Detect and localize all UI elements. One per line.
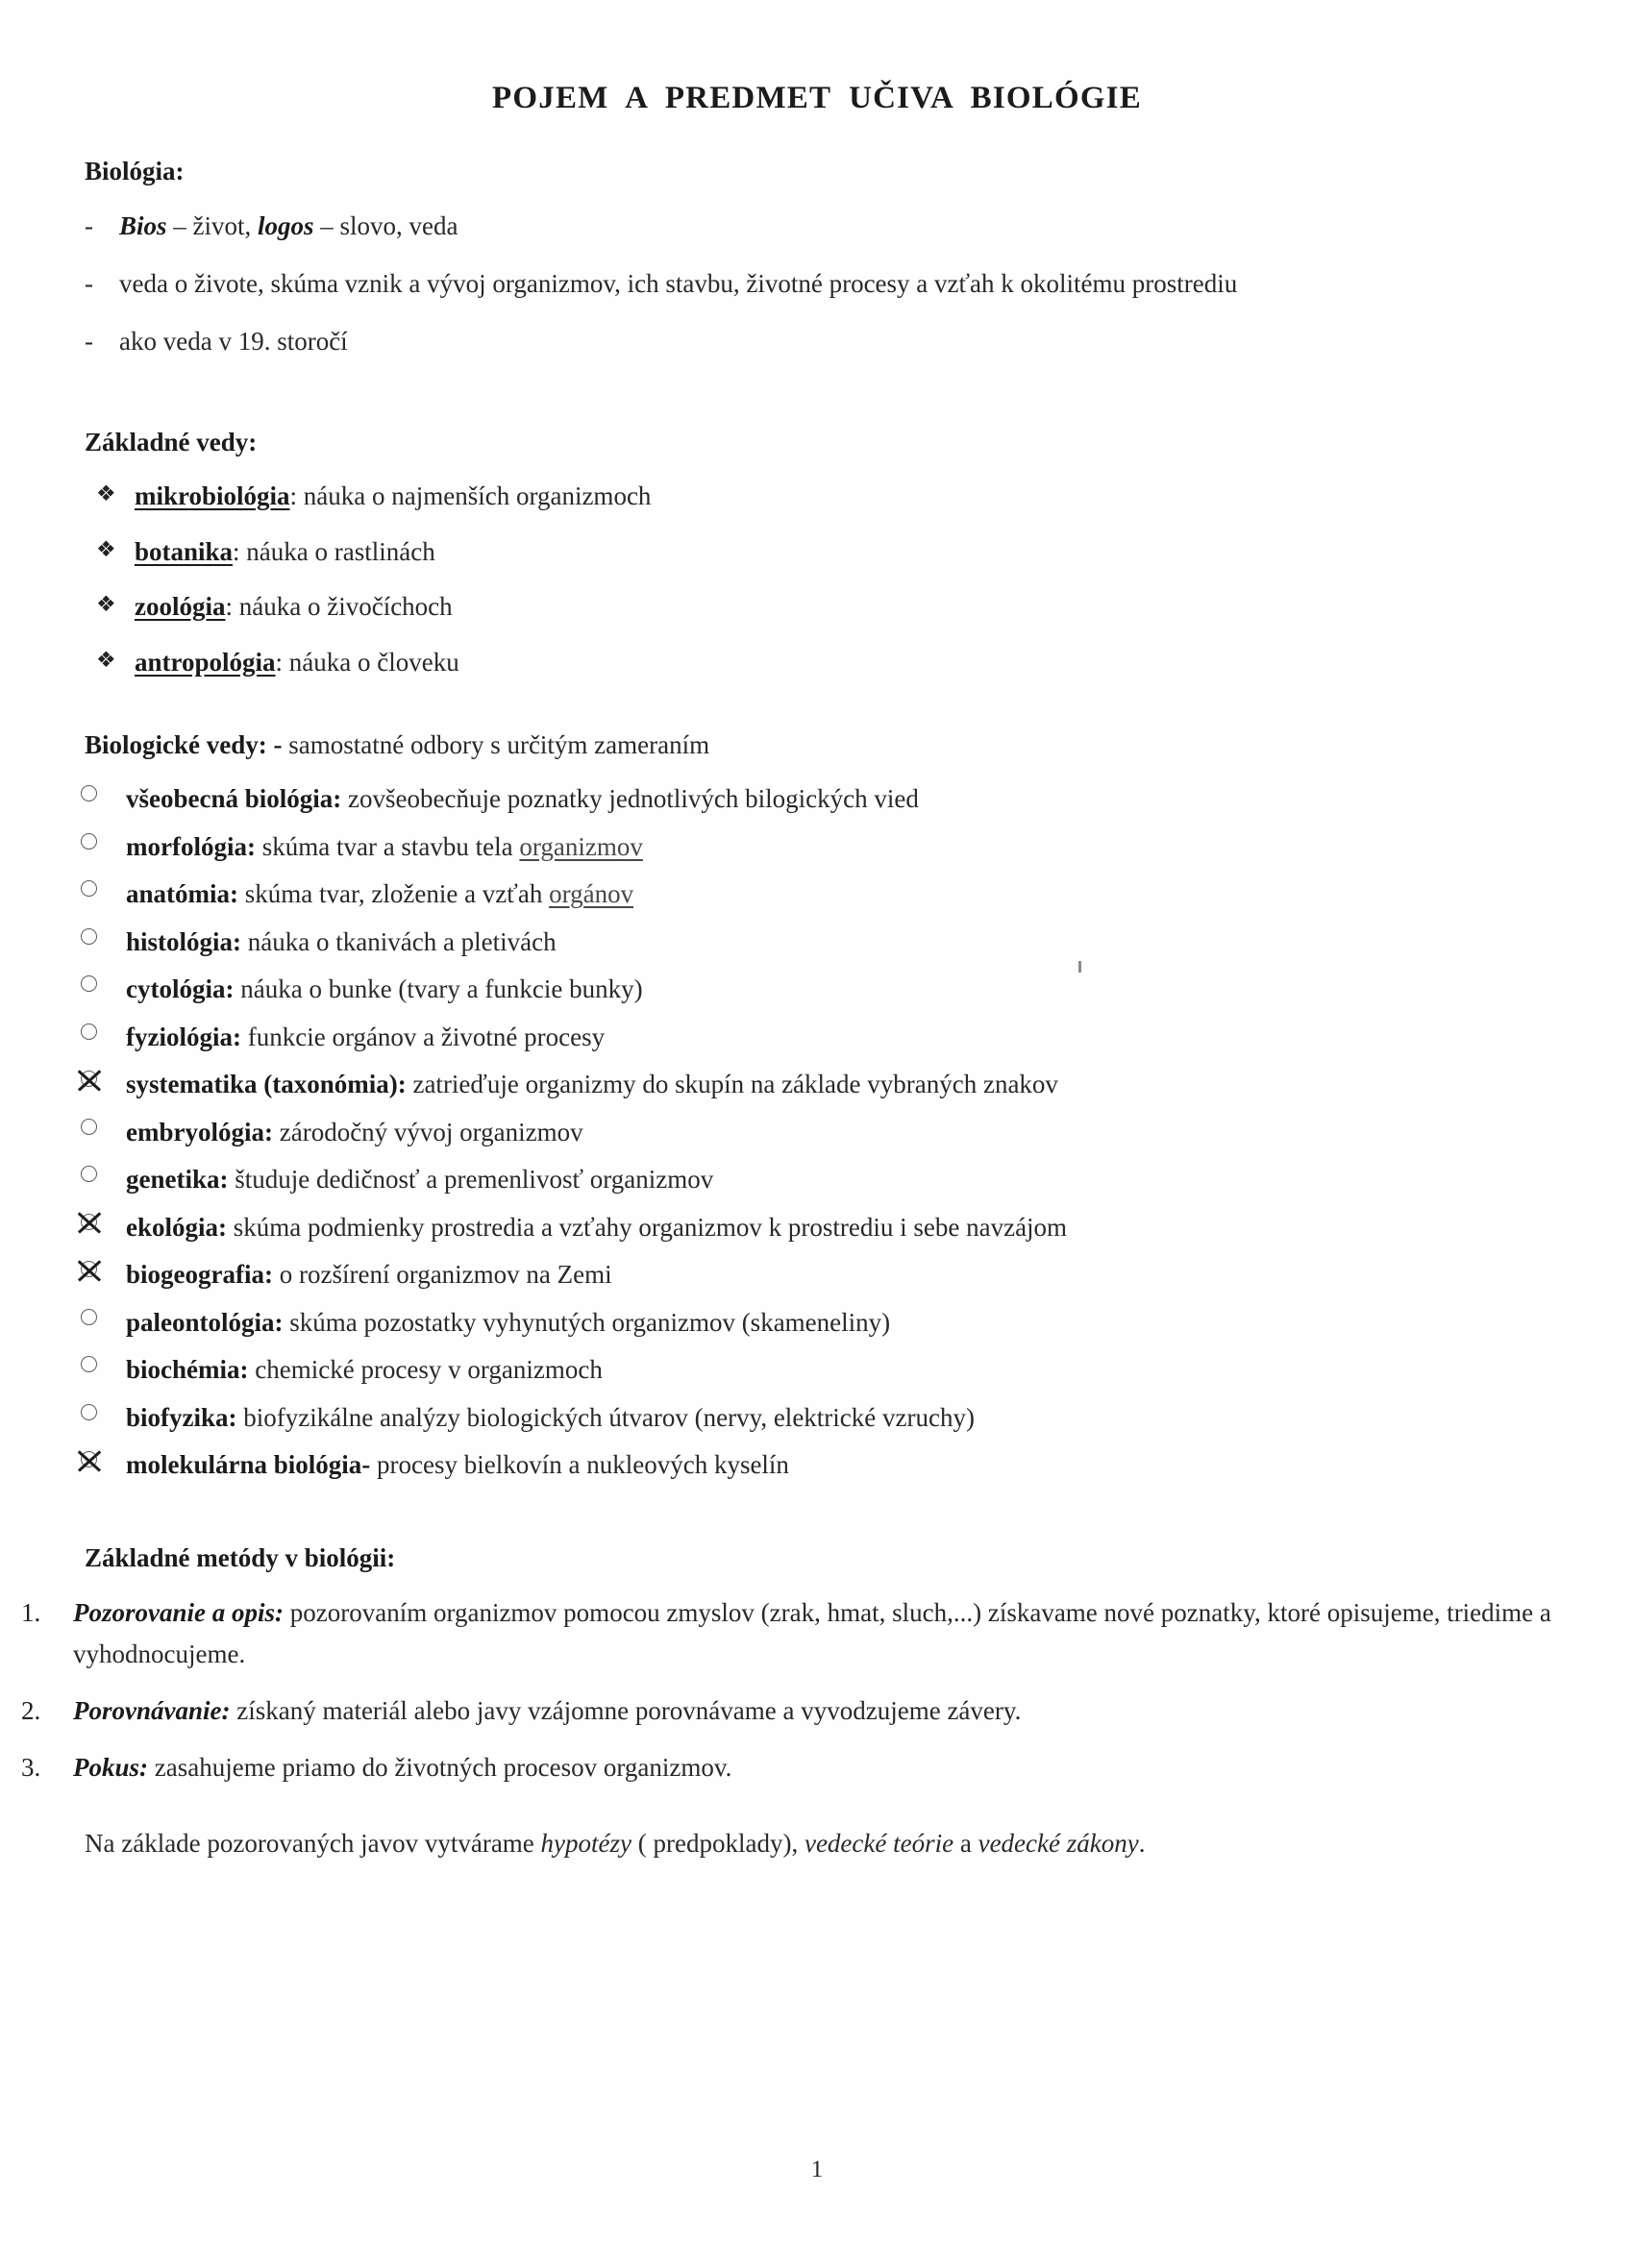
heading-tail: samostatné odbory s určitým zameraním xyxy=(282,730,710,760)
biologicke-vedy-list xyxy=(0,779,1634,1485)
list-item-text: ako veda v 19. storočí xyxy=(119,326,348,356)
page-number: 1 xyxy=(810,2157,824,2183)
term-definition: chemické procesy v organizmoch xyxy=(248,1355,603,1385)
term-definition: : náuka o najmenších organizmoch xyxy=(289,481,652,511)
heading-label: Biologické vedy: - xyxy=(85,730,283,760)
section-biologia xyxy=(0,157,1634,361)
list-item xyxy=(0,1445,1634,1485)
list-item xyxy=(0,1303,1634,1343)
list-item xyxy=(0,875,1634,914)
term-bios: Bios xyxy=(119,211,167,241)
metody-list xyxy=(0,1592,1634,1789)
diamond-bullet-icon: ❖ xyxy=(96,592,116,617)
section-zakladne-vedy-heading: Základné vedy: xyxy=(85,428,258,457)
term-label: paleontológia: xyxy=(126,1307,284,1337)
text-fragment: a xyxy=(953,1828,978,1858)
term-definition: zovšeobecňuje poznatky jednotlivých bilogických vied xyxy=(341,784,919,814)
list-item xyxy=(0,532,1634,572)
term-label: biofyzika: xyxy=(126,1402,237,1432)
term-definition: zasahujeme priamo do životných procesov organizmov. xyxy=(148,1752,732,1782)
section-metody xyxy=(0,1543,1634,1864)
term-label: histológia: xyxy=(126,926,242,956)
circle-bullet-icon xyxy=(81,1023,97,1040)
term-label: mikrobiológia xyxy=(135,481,290,511)
term-definition: skúma tvar a stavbu tela xyxy=(255,831,520,861)
page-title: POJEM A PREDMET UČIVA BIOLÓGIE xyxy=(492,81,1142,116)
list-item xyxy=(0,970,1634,1009)
list-item xyxy=(0,1255,1634,1294)
list-item xyxy=(0,1690,1634,1733)
list-number: 1. xyxy=(21,1597,41,1627)
term-label: ekológia: xyxy=(126,1212,227,1242)
list-item xyxy=(0,1018,1634,1057)
circle-bullet-icon xyxy=(81,975,97,992)
list-item xyxy=(0,263,1634,305)
list-item xyxy=(0,1747,1634,1789)
list-item-text: veda o živote, skúma vznik a vývoj organizmov, ich stavbu, životné procesy a vzťah k okolitému prostrediu xyxy=(119,268,1238,298)
list-item xyxy=(0,1398,1634,1438)
section-biologicke-vedy xyxy=(0,730,1634,1485)
term-definition: študuje dedičnosť a premenlivosť organizmov xyxy=(228,1165,714,1195)
term-label: botanika xyxy=(135,536,234,566)
text-fragment: ( predpoklady), xyxy=(631,1828,805,1858)
circle-bullet-icon xyxy=(81,1356,97,1372)
term-label: Pokus: xyxy=(73,1752,149,1782)
dash-bullet-icon: - xyxy=(85,268,93,298)
underlined-term: orgánov xyxy=(549,879,634,909)
document-page xyxy=(0,21,1634,2268)
term-label: fyziológia: xyxy=(126,1022,241,1051)
term-label: anatómia: xyxy=(126,879,238,909)
list-item xyxy=(0,1065,1634,1104)
term-definition: zárodočný vývoj organizmov xyxy=(272,1117,583,1146)
italic-term-vedecke-teorie: vedecké teórie xyxy=(804,1828,954,1858)
text-fragment: Na základe pozorovaných javov vytvárame xyxy=(85,1828,541,1858)
term-logos: logos xyxy=(258,211,314,241)
text-fragment: – slovo, veda xyxy=(313,211,458,241)
list-item xyxy=(0,779,1634,819)
section-zakladne-vedy xyxy=(0,428,1634,681)
text-fragment: . xyxy=(1138,1828,1146,1858)
list-item xyxy=(0,587,1634,627)
list-item xyxy=(0,1592,1634,1676)
crossed-out-bullet-icon xyxy=(81,1071,97,1087)
list-number: 2. xyxy=(21,1696,41,1726)
section-metody-heading: Základné metódy v biológii: xyxy=(85,1542,396,1572)
list-item xyxy=(0,1160,1634,1199)
list-item xyxy=(0,923,1634,962)
italic-term-hypotezy: hypotézy xyxy=(540,1828,632,1858)
term-label: všeobecná biológia: xyxy=(126,784,342,814)
list-item xyxy=(0,1350,1634,1390)
section-biologicke-vedy-heading xyxy=(0,730,1634,760)
circle-bullet-icon xyxy=(81,1404,97,1420)
closing-paragraph xyxy=(0,1823,1634,1864)
term-label: Porovnávanie: xyxy=(73,1696,231,1726)
circle-bullet-icon xyxy=(81,1309,97,1325)
circle-bullet-icon xyxy=(81,880,97,897)
list-item xyxy=(0,1208,1634,1247)
term-definition: pozorovaním organizmov pomocou zmyslov (zrak, hmat, sluch,...) získavame nové poznatky, ktoré opisujeme, triedime a vyhodnocujeme. xyxy=(73,1597,1551,1669)
term-definition: o rozšírení organizmov na Zemi xyxy=(272,1260,612,1290)
circle-bullet-icon xyxy=(81,1119,97,1135)
term-label: zoológia xyxy=(135,592,226,622)
diamond-bullet-icon: ❖ xyxy=(96,481,116,506)
term-definition: skúma pozostatky vyhynutých organizmov (skameneliny) xyxy=(283,1307,891,1337)
list-item xyxy=(0,1113,1634,1152)
list-item xyxy=(0,206,1634,247)
circle-bullet-icon xyxy=(81,785,97,801)
term-definition: získaný materiál alebo javy vzájomne porovnávame a vyvodzujeme závery. xyxy=(230,1696,1022,1726)
term-definition: : náuka o živočíchoch xyxy=(225,592,453,622)
crossed-out-bullet-icon xyxy=(81,1214,97,1230)
crossed-out-bullet-icon xyxy=(81,1261,97,1277)
term-definition: funkcie orgánov a životné procesy xyxy=(240,1022,606,1051)
term-definition: skúma podmienky prostredia a vzťahy organizmov k prostrediu i sebe navzájom xyxy=(227,1212,1068,1242)
list-item xyxy=(0,321,1634,362)
term-label: molekulárna biológia- xyxy=(126,1450,371,1480)
underlined-term: organizmov xyxy=(519,831,643,861)
biologia-list xyxy=(0,206,1634,361)
term-definition: náuka o bunke (tvary a funkcie bunky) xyxy=(234,974,643,1004)
zakladne-vedy-list xyxy=(0,477,1634,681)
circle-bullet-icon xyxy=(81,928,97,945)
diamond-bullet-icon: ❖ xyxy=(96,536,116,561)
list-item xyxy=(0,477,1634,516)
term-label: biogeografia: xyxy=(126,1260,273,1290)
term-definition: : náuka o rastlinách xyxy=(233,536,435,566)
list-item xyxy=(0,643,1634,682)
term-definition: skúma tvar, zloženie a vzťah xyxy=(238,879,550,909)
term-definition: procesy bielkovín a nukleových kyselín xyxy=(370,1450,789,1480)
term-label: Pozorovanie a opis: xyxy=(73,1597,284,1627)
list-number: 3. xyxy=(21,1752,41,1782)
term-definition: : náuka o človeku xyxy=(275,647,459,677)
term-label: biochémia: xyxy=(126,1355,249,1385)
term-label: morfológia: xyxy=(126,831,256,861)
term-label: genetika: xyxy=(126,1165,229,1195)
list-item xyxy=(0,827,1634,867)
term-label: cytológia: xyxy=(126,974,235,1004)
scan-artifact-mark xyxy=(1078,961,1081,973)
crossed-out-bullet-icon xyxy=(81,1451,97,1467)
term-definition: biofyzikálne analýzy biologických útvarov (nervy, elektrické vzruchy) xyxy=(236,1402,975,1432)
diamond-bullet-icon: ❖ xyxy=(96,647,116,672)
circle-bullet-icon xyxy=(81,1166,97,1182)
dash-bullet-icon: - xyxy=(85,326,93,356)
dash-bullet-icon: - xyxy=(85,211,93,241)
term-definition: zatrieďuje organizmy do skupín na základe vybraných znakov xyxy=(406,1070,1058,1099)
term-label: embryológia: xyxy=(126,1117,273,1146)
italic-term-vedecke-zakony: vedecké zákony xyxy=(978,1828,1139,1858)
circle-bullet-icon xyxy=(81,833,97,850)
term-label: antropológia xyxy=(135,647,276,677)
section-biologia-heading: Biológia: xyxy=(85,157,185,186)
term-label: systematika (taxonómia): xyxy=(126,1070,407,1099)
text-fragment: – život, xyxy=(166,211,259,241)
term-definition: náuka o tkanivách a pletivách xyxy=(241,926,557,956)
